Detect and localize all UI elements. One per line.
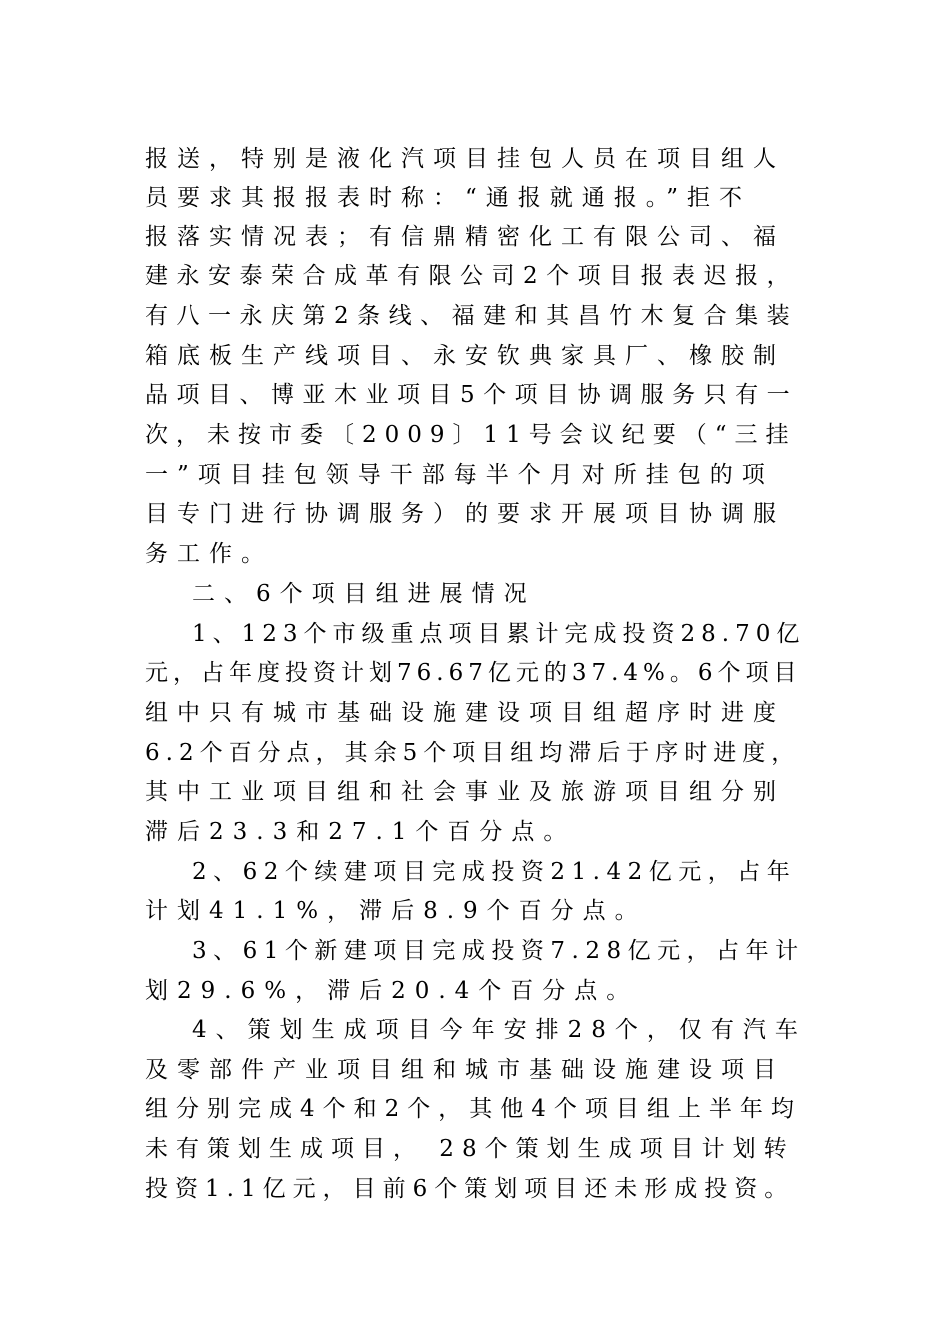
text-line: 目专门进行协调服务）的要求开展项目协调服 <box>145 501 785 527</box>
text-line: 滞后23.3和27.1个百分点。 <box>145 819 576 845</box>
text-line: 箱底板生产线项目、永安钦典家具厂、橡胶制 <box>145 343 785 369</box>
section-heading: 二、6个项目组进展情况 <box>192 581 536 607</box>
text-line: 报落实情况表；有信鼎精密化工有限公司、福 <box>145 224 785 250</box>
text-line: 组中只有城市基础设施建设项目组超序时进度 <box>145 700 785 726</box>
text-line: 元，占年度投资计划76.67亿元的37.4%。6个项目 <box>145 660 802 686</box>
text-line: 品项目、博亚木业项目5个项目协调服务只有一 <box>145 382 799 408</box>
text-line: 计划41.1%，滞后8.9个百分点。 <box>145 898 647 924</box>
text-line: 其中工业项目组和社会事业及旅游项目组分别 <box>145 779 785 805</box>
text-line: 投资1.1亿元，目前6个策划项目还未形成投资。 <box>145 1176 795 1202</box>
paragraph-first-line: 4、策划生成项目今年安排28个，仅有汽车 <box>192 1017 807 1043</box>
text-line: 划29.6%，滞后20.4个百分点。 <box>145 978 639 1004</box>
text-line: 建永安泰荣合成革有限公司2个项目报表迟报， <box>145 263 799 289</box>
text-line: 组分别完成4个和2个，其他4个项目组上半年均 <box>145 1096 802 1122</box>
text-line: 务工作。 <box>145 541 273 567</box>
text-line: 一”项目挂包领导干部每半个月对所挂包的项 <box>145 462 774 488</box>
text-line: 6.2个百分点，其余5个项目组均滞后于序时进度， <box>145 740 801 766</box>
text-line: 次，未按市委〔2009〕11号会议纪要（“三挂 <box>145 422 797 448</box>
text-line: 未有策划生成项目， 28个策划生成项目计划转 <box>145 1136 795 1162</box>
text-line: 及零部件产业项目组和城市基础设施建设项目 <box>145 1057 785 1083</box>
paragraph-first-line: 2、62个续建项目完成投资21.42亿元，占年 <box>192 859 797 885</box>
text-line: 有八一永庆第2条线、福建和其昌竹木复合集装 <box>145 303 799 329</box>
text-line: 员要求其报报表时称：“通报就通报。”拒不 <box>145 185 752 211</box>
text-line: 报送，特别是液化汽项目挂包人员在项目组人 <box>145 146 785 172</box>
paragraph-first-line: 1、123个市级重点项目累计完成投资28.70亿 <box>192 621 806 647</box>
paragraph-first-line: 3、61个新建项目完成投资7.28亿元，占年计 <box>192 938 805 964</box>
